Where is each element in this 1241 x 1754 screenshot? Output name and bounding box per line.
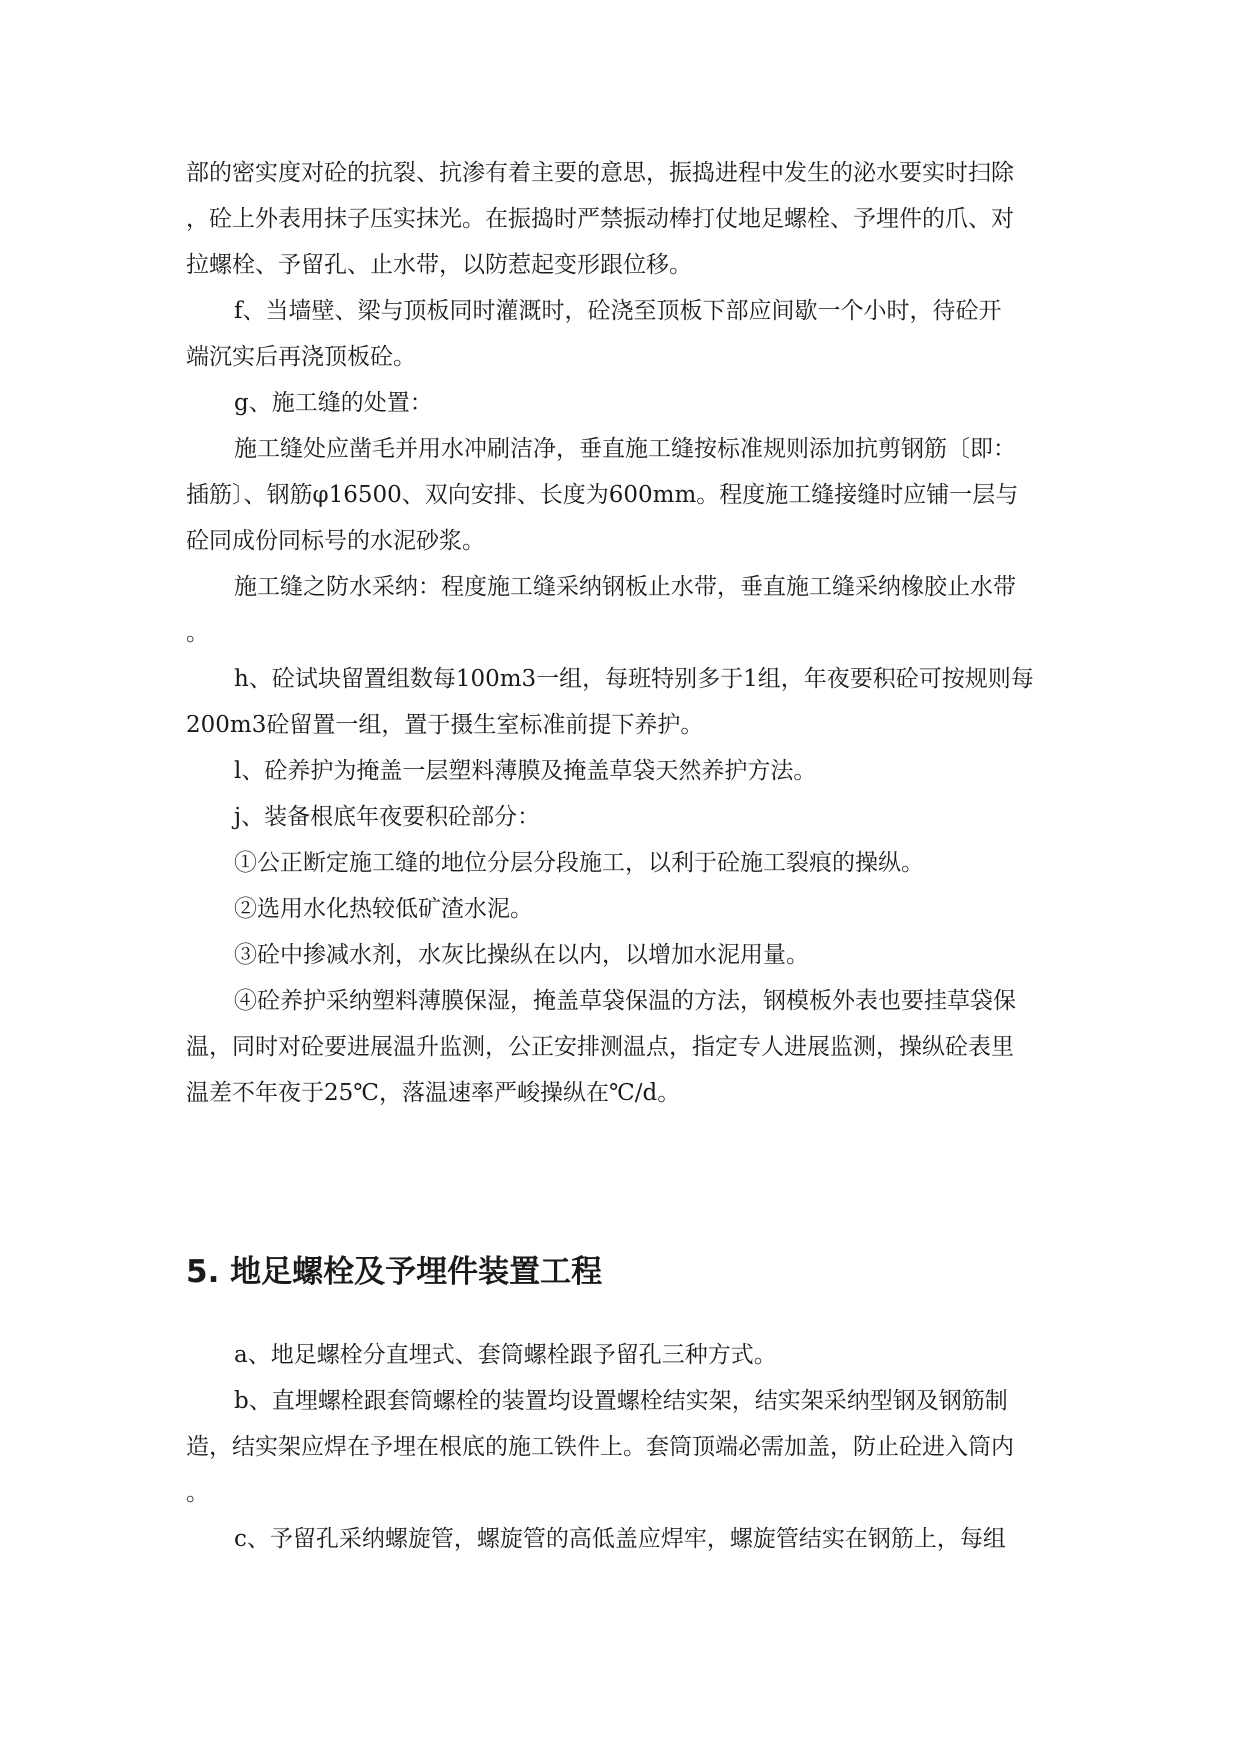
text-line: 温，同时对砼要进展温升监测，公正安排测温点，指定专人进展监测，操纵砼表里 [186, 1034, 1014, 1060]
text-line: 。 [186, 1480, 209, 1506]
body-text-bottom [186, 1332, 1086, 1562]
text-line: 部的密实度对砼的抗裂、抗渗有着主要的意思，振捣进程中发生的泌水要实时扫除 [186, 160, 1014, 186]
text-line: 砼同成份同标号的水泥砂浆。 [186, 528, 485, 554]
text-line: 施工缝处应凿毛并用水冲刷洁净，垂直施工缝按标准规则添加抗剪钢筋〔即： [234, 436, 1016, 462]
text-line: c、予留孔采纳螺旋管，螺旋管的高低盖应焊牢，螺旋管结实在钢筋上，每组 [234, 1526, 1006, 1552]
text-line: g、施工缝的处置： [234, 390, 433, 416]
text-line: l、砼养护为掩盖一层塑料薄膜及掩盖草袋天然养护方法。 [234, 758, 817, 784]
text-line: f、当墙壁、梁与顶板同时灌溉时，砼浇至顶板下部应间歇一个小时，待砼开 [234, 298, 1002, 324]
text-line: ②选用水化热较低矿渣水泥。 [234, 896, 533, 922]
text-line: a、地足螺栓分直埋式、套筒螺栓跟予留孔三种方式。 [234, 1342, 777, 1368]
text-line: j、装备根底年夜要积砼部分： [234, 804, 541, 830]
text-line: ④砼养护采纳塑料薄膜保湿，掩盖草袋保温的方法，钢模板外表也要挂草袋保 [234, 988, 1016, 1014]
text-line: 端沉实后再浇顶板砼。 [186, 344, 416, 370]
text-line: 插筋〕、钢筋φ16500、双向安排、长度为600mm。程度施工缝接缝时应铺一层与 [186, 482, 1019, 508]
text-line: ③砼中掺减水剂，水灰比操纵在以内，以增加水泥用量。 [234, 942, 809, 968]
body-text-top [186, 150, 1086, 1116]
text-line: 施工缝之防水采纳：程度施工缝采纳钢板止水带，垂直施工缝采纳橡胶止水带 [234, 574, 1016, 600]
text-line: 温差不年夜于25℃，落温速率严峻操纵在℃/d。 [186, 1080, 681, 1106]
section-heading: 5. 地足螺栓及予埋件装置工程 [186, 1254, 603, 1290]
text-line: 造，结实架应焊在予埋在根底的施工铁件上。套筒顶端必需加盖，防止砼进入筒内 [186, 1434, 1014, 1460]
text-line: b、直埋螺栓跟套筒螺栓的装置均设置螺栓结实架，结实架采纳型钢及钢筋制 [234, 1388, 1008, 1414]
text-line: ，砼上外表用抹子压实抹光。在振捣时严禁振动棒打仗地足螺栓、予埋件的爪、对 [186, 206, 1014, 232]
text-line: ①公正断定施工缝的地位分层分段施工，以利于砼施工裂痕的操纵。 [234, 850, 924, 876]
text-line: 200m3砼留置一组，置于摄生室标准前提下养护。 [186, 712, 704, 738]
text-line: 拉螺栓、予留孔、止水带，以防惹起变形跟位移。 [186, 252, 692, 278]
text-line: h、砼试块留置组数每100m3一组，每班特别多于1组，年夜要积砼可按规则每 [234, 666, 1034, 692]
text-line: 。 [186, 620, 209, 646]
